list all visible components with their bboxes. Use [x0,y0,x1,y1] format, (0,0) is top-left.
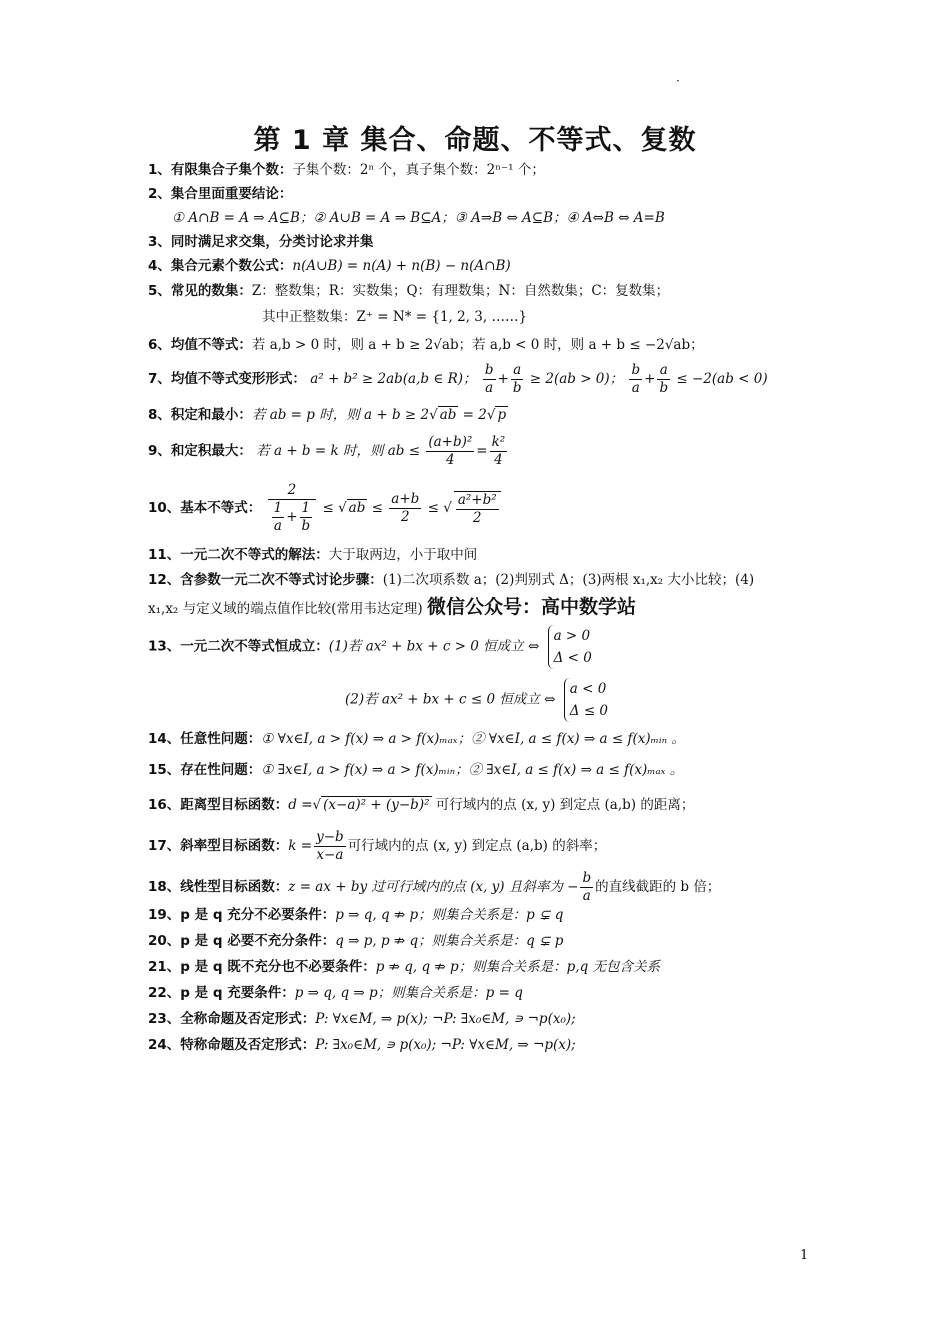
item-14 [148,729,685,749]
item-heading: 16、距离型目标函数： [148,797,289,813]
item-heading: 11、一元二次不等式的解法： [148,547,329,563]
item-19 [148,905,563,925]
item-24 [148,1035,576,1055]
fraction: $\frac{\text{a²+b²}}{2}$ [454,491,501,527]
chapter-title: 第 1 章 集合、命题、不等式、复数 [253,125,697,156]
item-23 [148,1009,576,1029]
item-text: ① ∀x∈I, a > f(x) ⇒ a > f(x)ₘₐₓ；② ∀x∈I, a ≤ f(x) ⇒ a ≤ f(x)ₘᵢₙ 。 [261,731,685,747]
item-10: 10、基本不等式： 2 $\frac{1}{a}$ + $\frac{1}{b}$ ≤ √ ab ≤ $\frac{a+b}{2}$ ≤ √ $\frac{\text{a²+b²}}{2}$ [148,482,503,535]
item-text: ≤ −2(ab < 0) [676,371,768,387]
item-heading: 6、均值不等式： [148,337,252,353]
item-8: 8、积定和最小：若 ab = p 时，则 a + b ≥ 2√ ab = 2√ p [148,407,507,423]
item-6 [148,335,704,355]
stray-dot: · [676,74,680,88]
item-12 [148,570,754,590]
item-20 [148,931,563,951]
watermark-text: 微信公众号：高中数学站 [426,596,636,618]
item-text: Z：整数集；R：实数集；Q：有理数集；N：自然数集；C：复数集； [251,283,670,299]
item-heading: 10、基本不等式： [148,500,262,516]
item-heading: 17、斜率型目标函数： [148,838,289,854]
item-heading: 7、均值不等式变形形式： [148,371,306,387]
item-11 [148,545,477,565]
item-text: (1)二次项系数 a；(2)判别式 Δ；(3)两根 x₁,x₂ 大小比较；(4) [382,572,755,588]
item-4 [148,256,511,276]
item-3 [148,232,373,252]
item-heading: 8、积定和最小： [148,407,252,423]
page-number: 1 [800,1248,809,1263]
fraction: $\frac{\text{(a+b)²}}{4}$ [428,434,473,468]
item-heading: 4、集合元素个数公式： [148,258,293,274]
fraction: $\frac{\text{k²}}{4}$ [491,434,506,468]
item-text: 的直线截距的 b 倍； [595,879,721,895]
item-text: 可行域内的点 (x, y) 到定点 (a,b) 的斜率； [347,838,607,854]
item-5 [148,281,669,301]
item-text: 若 a + b = k 时，则 ab ≤ [256,443,421,459]
item-text: n(A∪B) = n(A) + n(B) − n(A∩B) [292,258,511,274]
item-heading: 5、常见的数集： [148,283,252,299]
item-text: P: ∃x₀∈M, ∍ p(x₀); ¬P: ∀x∈M, ⇒ ¬p(x); [315,1037,576,1053]
condition-brace: a < 0 Δ ≤ 0 [564,678,608,722]
item-text: p ⇏ q, q ⇏ p；则集合关系是：p,q 无包含关系 [375,959,661,975]
fraction: $\frac{a+b}{2}$ [391,491,420,525]
item-2 [148,184,292,204]
item-heading: 15、存在性问题： [148,762,262,778]
item-heading: 18、线性型目标函数： [148,879,289,895]
item-text: z = ax + by 过可行域内的点 (x, y) 且斜率为 − [288,879,579,895]
item-heading: 13、一元二次不等式恒成立： [148,638,329,655]
fraction: $\frac{a}{b}$ [512,362,522,396]
item-text: p ⇒ q, q ⇒ p；则集合关系是：p = q [294,985,523,1001]
item-text: 若 a,b > 0 时，则 a + b ≥ 2√ab；若 a,b < 0 时，则 a + b ≤ −2√ab； [251,337,704,353]
item-2-body [172,208,665,228]
item-text: P: ∀x∈M, ⇒ p(x); ¬P: ∃x₀∈M, ∍ ¬p(x₀); [315,1011,576,1027]
item-16: 16、距离型目标函数：d =√ (x−a)² + (y−b)² 可行域内的点 (x, y) 到定点 (a,b) 的距离； [148,797,695,813]
item-heading: 14、任意性问题： [148,731,262,747]
item-18 [148,870,720,905]
item-heading: 2、集合里面重要结论： [148,186,293,202]
item-text: 大于取两边，小于取中间 [328,547,478,563]
item-heading: 19、p 是 q 充分不必要条件： [148,907,336,923]
item-text: ① ∃x∈I, a > f(x) ⇒ a > f(x)ₘᵢₙ；② ∃x∈I, a ≤ f(x) ⇒ a ≤ f(x)ₘₐₓ 。 [261,762,684,778]
item-text: q ⇒ p, p ⇏ q；则集合关系是：q ⊊ p [335,933,564,949]
item-text: 其中正整数集：Z⁺ = N* = {1, 2, 3, ……} [262,309,528,325]
item-13 [148,625,592,669]
item-13-body [345,678,608,722]
item-22 [148,983,523,1003]
item-15 [148,760,683,780]
condition-brace: a > 0 Δ < 0 [548,625,592,669]
item-text: ① A∩B = A ⇒ A⊆B；② A∪B = A ⇒ B⊆A；③ A⇒B ⇔ A⊆B；④ A⇔B ⇔ A=B [172,210,665,226]
item-heading: 1、有限集合子集个数： [148,162,293,178]
fraction: $\frac{b}{a}$ [631,362,641,396]
item-text: p ⇒ q, q ⇏ p；则集合关系是：p ⊊ q [335,907,564,923]
item-17 [148,829,606,864]
item-text: 子集个数：2ⁿ 个，真子集个数：2ⁿ⁻¹ 个； [292,162,545,178]
item-heading: 9、和定积最大： [148,443,252,459]
fraction: $\frac{b}{a}$ [484,362,494,396]
item-heading: 21、p 是 q 既不充分也不必要条件： [148,959,376,975]
item-heading: 22、p 是 q 充要条件： [148,985,295,1001]
item-text: 若 ab = p 时，则 a + b ≥ 2 [251,407,430,423]
item-text: (1)若 ax² + bx + c > 0 恒成立 ⇔ [328,638,540,655]
fraction: $\frac{a}{b}$ [659,362,669,396]
fraction: $\frac{b}{a}$ [582,870,592,904]
item-heading: 3、同时满足求交集，分类讨论求并集 [148,234,374,250]
item-5-body [262,307,527,327]
item-text: ≥ 2(ab > 0)； [529,371,624,387]
item-12-body [148,597,636,619]
item-text: d = [288,797,313,813]
item-7: 7、均值不等式变形形式： a² + b² ≥ 2ab(a,b ∈ R)； $\frac{b}{a}$ + $\frac{a}{b}$ ≥ 2(ab > 0)； $\frac{b}{a}$ + $\frac{a}{b}$ ≤ −2(ab < 0) [148,362,768,396]
fraction: 2 $\frac{1}{a}$ + $\frac{1}{b}$ [268,482,317,535]
item-text: k = [288,838,313,854]
item-1 [148,160,545,180]
item-text: (2)若 ax² + bx + c ≤ 0 恒成立 ⇔ [345,691,556,708]
item-heading: 20、p 是 q 必要不充分条件： [148,933,336,949]
item-9: 9、和定积最大： 若 a + b = k 时，则 ab ≤ $\frac{\text{(a+b)²}}{4}$ = $\frac{\text{k²}}{4}$ [148,434,506,468]
item-text: x₁,x₂ 与定义域的端点值作比较(常用韦达定理) [148,601,423,617]
item-heading: 24、特称命题及否定形式： [148,1037,316,1053]
fraction: $\frac{y-b}{x-a}$ [316,829,344,863]
item-text: a² + b² ≥ 2ab(a,b ∈ R)； [310,371,477,387]
item-text: 可行域内的点 (x, y) 到定点 (a,b) 的距离； [431,797,695,813]
item-heading: 12、含参数一元二次不等式讨论步骤： [148,572,383,588]
item-heading: 23、全称命题及否定形式： [148,1011,316,1027]
item-21 [148,957,660,977]
